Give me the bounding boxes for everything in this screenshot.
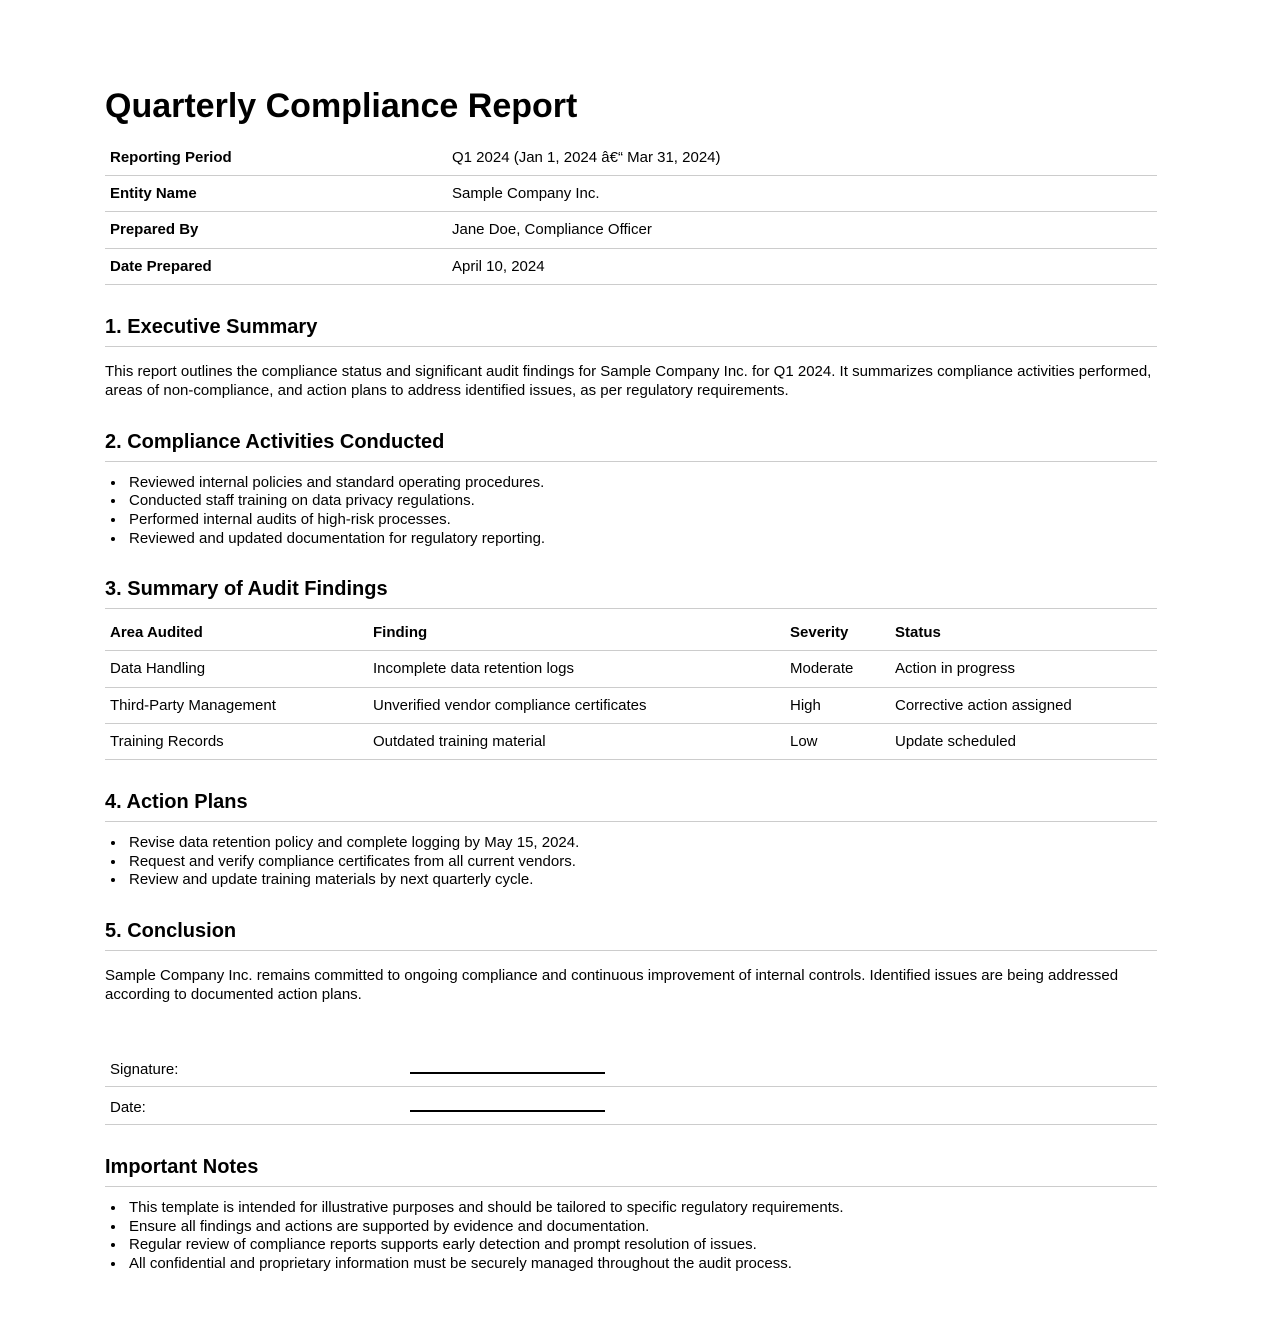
signature-block xyxy=(105,1049,1157,1126)
meta-table xyxy=(105,140,1157,285)
action-plans-list xyxy=(105,834,1157,889)
list-item: • Revise data retention policy and complete logging by May 15, 2024. xyxy=(126,834,1157,852)
meta-label: Reporting Period xyxy=(105,140,447,176)
meta-label: Entity Name xyxy=(105,176,447,212)
cell-finding: Incomplete data retention logs xyxy=(368,651,785,687)
cell-severity: Moderate xyxy=(785,651,890,687)
signature-row xyxy=(105,1049,1157,1087)
findings-table xyxy=(105,615,1157,760)
section-heading-findings: 3. Summary of Audit Findings xyxy=(105,577,1157,609)
cell-area: Data Handling xyxy=(105,651,368,687)
table-header-row xyxy=(105,615,1157,651)
list-item: • Request and verify compliance certificates from all current vendors. xyxy=(126,853,1157,871)
cell-area: Third-Party Management xyxy=(105,687,368,723)
activities-list xyxy=(105,474,1157,547)
report-page xyxy=(105,0,1157,1273)
cell-status: Corrective action assigned xyxy=(890,687,1157,723)
section-heading-executive-summary: 1. Executive Summary xyxy=(105,315,1157,347)
cell-finding: Unverified vendor compliance certificates xyxy=(368,687,785,723)
meta-value: Sample Company Inc. xyxy=(447,176,1157,212)
list-item: • Performed internal audits of high-risk processes. xyxy=(126,511,1157,529)
meta-label: Date Prepared xyxy=(105,248,447,284)
list-item: • Reviewed and updated documentation for regulatory reporting. xyxy=(126,530,1157,548)
date-line xyxy=(410,1097,605,1112)
date-row xyxy=(105,1087,1157,1125)
list-item: • Reviewed internal policies and standard operating procedures. xyxy=(126,474,1157,492)
list-item: • Review and update training materials by next quarterly cycle. xyxy=(126,871,1157,889)
list-item: • Regular review of compliance reports supports early detection and prompt resolution of issues. xyxy=(126,1236,1157,1254)
table-row xyxy=(105,687,1157,723)
meta-row-reporting-period xyxy=(105,140,1157,176)
meta-row-date-prepared xyxy=(105,248,1157,284)
table-row xyxy=(105,651,1157,687)
meta-value: Jane Doe, Compliance Officer xyxy=(447,212,1157,248)
section-heading-conclusion: 5. Conclusion xyxy=(105,919,1157,951)
section-heading-important-notes: Important Notes xyxy=(105,1155,1157,1187)
section-heading-activities: 2. Compliance Activities Conducted xyxy=(105,430,1157,462)
important-notes-list xyxy=(105,1199,1157,1272)
column-header-finding: Finding xyxy=(368,615,785,651)
list-item: • Conducted staff training on data privacy regulations. xyxy=(126,492,1157,510)
list-item: • Ensure all findings and actions are supported by evidence and documentation. xyxy=(126,1218,1157,1236)
meta-label: Prepared By xyxy=(105,212,447,248)
meta-value: Q1 2024 (Jan 1, 2024 â€“ Mar 31, 2024) xyxy=(447,140,1157,176)
list-item: • This template is intended for illustrative purposes and should be tailored to specific regulatory requirements. xyxy=(126,1199,1157,1217)
table-row xyxy=(105,723,1157,759)
signature-label: Signature: xyxy=(105,1049,405,1087)
column-header-area-audited: Area Audited xyxy=(105,615,368,651)
page-title: Quarterly Compliance Report xyxy=(105,87,578,125)
executive-summary-text: This report outlines the compliance status and significant audit findings for Sample Company Inc. for Q1 2024. It summarizes compliance activities performed, areas of non-compliance, and action plans to address identified issues, as per regulatory requirements. xyxy=(105,362,1152,399)
cell-status: Action in progress xyxy=(890,651,1157,687)
column-header-severity: Severity xyxy=(785,615,890,651)
cell-severity: Low xyxy=(785,723,890,759)
meta-row-entity-name xyxy=(105,176,1157,212)
signature-line xyxy=(410,1059,605,1074)
column-header-status: Status xyxy=(890,615,1157,651)
meta-row-prepared-by xyxy=(105,212,1157,248)
cell-area: Training Records xyxy=(105,723,368,759)
date-label: Date: xyxy=(105,1087,405,1125)
section-heading-action-plans: 4. Action Plans xyxy=(105,790,1157,822)
meta-value: April 10, 2024 xyxy=(447,248,1157,284)
cell-status: Update scheduled xyxy=(890,723,1157,759)
list-item: • All confidential and proprietary information must be securely managed throughout the audit process. xyxy=(126,1255,1157,1273)
cell-severity: High xyxy=(785,687,890,723)
conclusion-text: Sample Company Inc. remains committed to ongoing compliance and continuous improvement of internal controls. Identified issues are being addressed according to documented action plans. xyxy=(105,966,1119,1003)
cell-finding: Outdated training material xyxy=(368,723,785,759)
